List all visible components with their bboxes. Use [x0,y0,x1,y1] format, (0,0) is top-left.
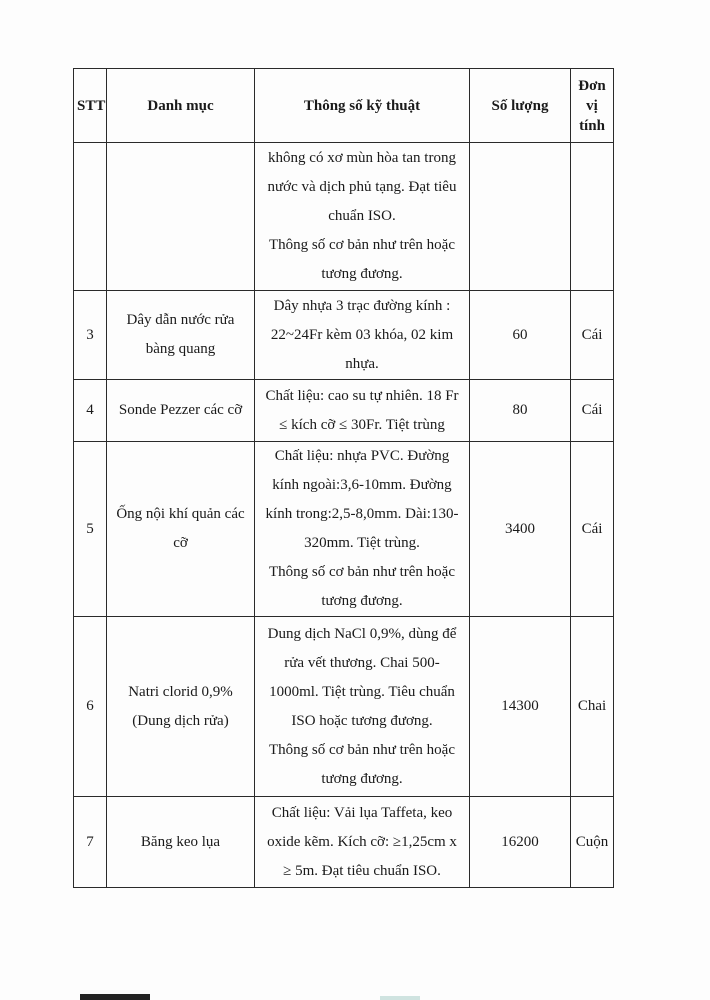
row-unit [571,143,614,291]
row-qty: 3400 [470,442,571,617]
header-unit-line: vị [586,97,598,114]
row-spec-line: Dung dịch NaCl 0,9%, dùng để [267,625,457,642]
row-spec [255,380,470,442]
row-spec-line: Chất liệu: cao su tự nhiên. 18 Fr [265,387,459,404]
row-spec [255,797,470,888]
row-spec [255,143,470,291]
row-qty [470,143,571,291]
row-spec [255,291,470,380]
header-name: Danh mục [107,69,255,143]
row-qty: 60 [470,291,571,380]
row-spec-line: tương đương. [321,770,403,787]
row-spec-line: kính trong:2,5-8,0mm. Dài:130- [265,506,459,522]
row-stt: 5 [74,442,107,617]
header-spec: Thông số kỹ thuật [255,69,470,143]
row-name [107,442,255,617]
row-spec-line: chuẩn ISO. [328,208,396,224]
row-spec-line: nhựa. [345,355,379,372]
row-stt: 3 [74,291,107,380]
row-spec-line: oxide kẽm. Kích cỡ: ≥1,25cm x [267,833,457,850]
row-unit: Chai [571,617,614,797]
row-name-line: Dây dẫn nước rửa [126,312,235,328]
row-spec [255,617,470,797]
row-spec-line: ≤ kích cỡ ≤ 30Fr. Tiệt trùng [279,416,445,433]
row-spec-line: Thông số cơ bản như trên hoặc [268,564,455,580]
row-spec [255,442,470,617]
row-spec-line: Thông số cơ bản như trên hoặc [268,741,455,758]
row-name-line: Ống nội khí quản các [116,506,245,522]
header-unit-line: Đơn [578,77,606,94]
table-row [74,797,614,888]
header-qty: Số lượng [470,69,571,143]
header-stt: STT [74,69,107,143]
row-spec-line: tương đương. [321,266,403,282]
row-name-line: Natri clorid 0,9% [128,683,233,700]
row-name-line: (Dung dịch rửa) [132,712,229,729]
row-spec-line: Dây nhựa 3 trạc đường kính : [273,297,451,314]
row-unit: Cái [571,380,614,442]
row-name [107,617,255,797]
row-name [107,143,255,291]
row-spec-line: ≥ 5m. Đạt tiêu chuẩn ISO. [283,862,441,879]
row-stt [74,143,107,291]
table-row [74,143,614,291]
row-name-line: Băng keo lụa [140,833,221,850]
table-row [74,442,614,617]
table-row [74,291,614,380]
row-spec-line: ISO hoặc tương đương. [291,712,433,729]
row-spec-line: Chất liệu: nhựa PVC. Đường [274,448,450,464]
row-spec-line: không có xơ mùn hòa tan trong [268,150,456,166]
row-spec-line: rửa vết thương. Chai 500- [284,654,440,671]
table-row [74,380,614,442]
row-qty: 14300 [470,617,571,797]
row-unit: Cái [571,291,614,380]
header-unit [571,69,614,143]
row-spec-line: kính ngoài:3,6-10mm. Đường [272,477,452,493]
row-name-line: cỡ [173,535,188,551]
row-spec-line: nước và dịch phủ tạng. Đạt tiêu [267,179,457,195]
row-qty: 80 [470,380,571,442]
row-name [107,380,255,442]
row-stt: 7 [74,797,107,888]
equipment-spec-table [73,68,614,888]
row-spec-line: 1000ml. Tiệt trùng. Tiêu chuẩn [269,683,455,700]
table-row [74,617,614,797]
row-name [107,291,255,380]
row-unit: Cái [571,442,614,617]
row-stt: 4 [74,380,107,442]
row-spec-line: Thông số cơ bản như trên hoặc [268,237,455,253]
row-spec-line: Chất liệu: Vải lụa Taffeta, keo [271,804,453,821]
row-stt: 6 [74,617,107,797]
row-spec-line: 22~24Fr kèm 03 khóa, 02 kim [270,326,454,343]
scan-edge-mark [80,994,150,1000]
row-name-line: Sonde Pezzer các cỡ [118,402,243,418]
row-spec-line: tương đương. [321,593,403,609]
row-unit: Cuộn [571,797,614,888]
row-name [107,797,255,888]
row-spec-line: 320mm. Tiệt trùng. [304,535,420,551]
header-row [74,69,614,143]
scan-edge-mark [380,996,420,1000]
row-name-line: bàng quang [145,341,216,357]
row-qty: 16200 [470,797,571,888]
header-unit-line: tính [579,117,605,134]
